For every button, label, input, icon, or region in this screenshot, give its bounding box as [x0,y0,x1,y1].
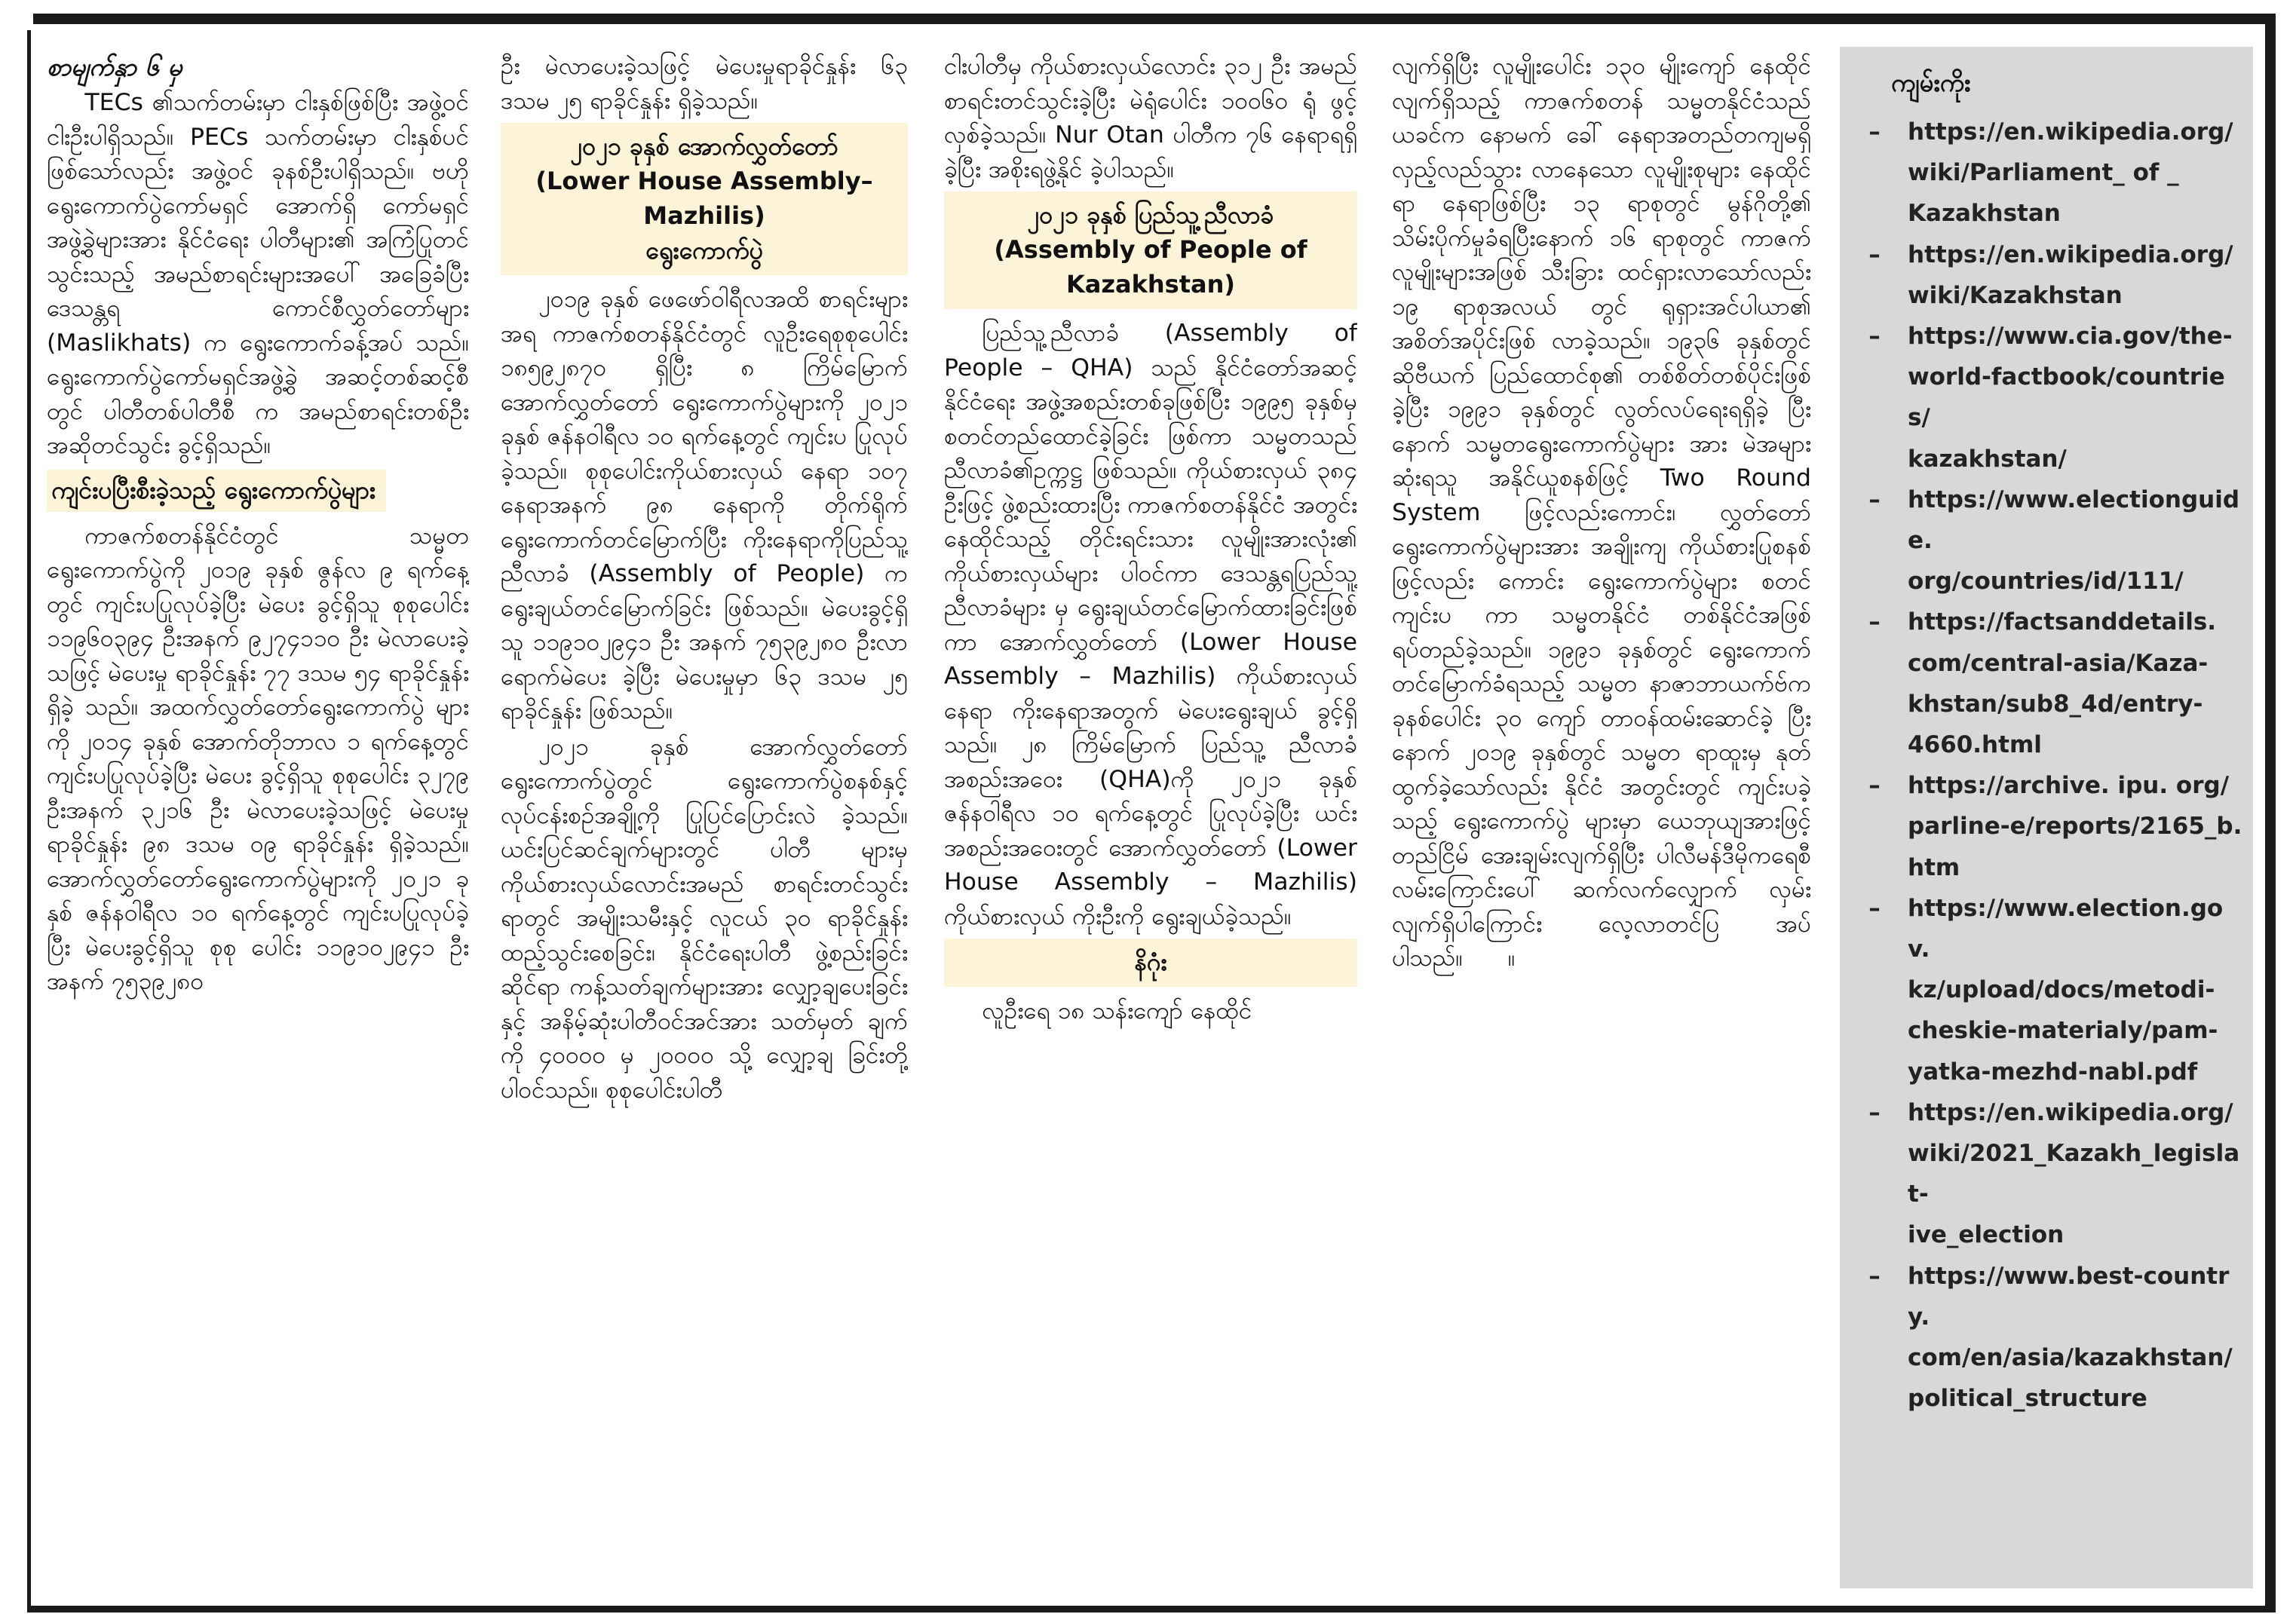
reference-url-line: parline-e/reports/2165_b. [1908,813,2242,841]
paragraph [1392,50,1811,976]
section-heading-assembly-of-people [944,191,1357,309]
heading-line: (Assembly of People of [994,235,1307,264]
bullet-dash: – [1868,1262,1881,1290]
page-frame-left [27,30,31,1606]
reference-url-line: world-factbook/countries/ [1908,363,2225,432]
end-mark: ။ [1507,945,1516,972]
article-column-4 [1392,50,1811,1588]
paragraph: ငါးပါတီမှ ကိုယ်စားလှယ်လောင်း ၃၁၂ ဦး အမည်စာရင်းတင်သွင်းခဲ့ပြီး မဲရုံပေါင်း ၁၀၀၆၀ ရုံ ဖွင့်လှစ်ခဲ့သည်။ Nur Otan ပါတီက ၇၆ နေရာရရှိခဲ့ပြီး အစိုးရဖွဲ့နိုင် ခဲ့ပါသည်။ [944,53,1357,183]
reference-url-line: wiki/Kazakhstan [1908,281,2123,309]
reference-url-line: https://www.electionguide. [1908,485,2240,555]
reference-url-line: kz/upload/docs/metodi- [1908,976,2215,1004]
section-heading-conclusion: နိဂုံး [944,939,1357,987]
paragraph-text: လျက်ရှိပြီး လူမျိုးပေါင်း ၁၃၀ မျိုးကျော် နေထိုင်လျက်ရှိသည့် ကာဇက်စတန် သမ္မတနိုင်ငံသည် ယခင်က နောမက် ခေါ် နေရာအတည်တကျမရှိ လှည့်လည်သွား လာနေသော လူမျိုးစုများ နေထိုင်ရာ နေရာဖြစ်ပြီး ၁၃ ရာစုတွင် မွန်ဂိုတို့၏ သိမ်းပိုက်မှုခံရပြီးနောက် ၁၆ ရာစုတွင် ကာဇက်လူမျိုးများအဖြစ် သီးခြား ထင်ရှားလာသော်လည်း ၁၉ ရာစုအလယ် တွင် ရုရှားအင်ပါယာ၏ အစိတ်အပိုင်းဖြစ် လာခဲ့သည်။ ၁၉၃၆ ခုနှစ်တွင် ဆိုဗီယက် ပြည်ထောင်စု၏ တစ်စိတ်တစ်ပိုင်းဖြစ် ခဲ့ပြီး ၁၉၉၁ ခုနှစ်တွင် လွတ်လပ်ရေးရရှိခဲ့ ပြီးနောက် သမ္မတရွေးကောက်ပွဲများ အား မဲအများဆုံးရသူ အနိုင်ယူစနစ်ဖြင့် Two Round System ဖြင့်လည်းကောင်း၊ လွှတ်တော် ရွေးကောက်ပွဲများအား အချိုးကျ ကိုယ်စားပြုစနစ်ဖြင့်လည်း ကောင်း ရွေးကောက်ပွဲများ စတင်ကျင်းပ ကာ သမ္မတနိုင်ငံ တစ်နိုင်ငံအဖြစ် ရပ်တည်ခဲ့သည်။ ၁၉၉၁ ခုနှစ်တွင် ရွေးကောက်တင်မြောက်ခံရသည့် သမ္မတ နာဇာဘာယက်ဗ်က ခုနစ်ပေါင်း ၃၀ ကျော် တာဝန်ထမ်းဆောင်ခဲ့ ပြီးနောက် ၂၀၁၉ ခုနှစ်တွင် သမ္မတ ရာထူးမှ နုတ်ထွက်ခဲ့သော်လည်း နိုင်ငံ အတွင်းတွင် ကျင်းပခဲ့သည့် ရွေးကောက်ပွဲ များမှာ ယေဘုယျအားဖြင့် တည်ငြိမ် အေးချမ်းလျက်ရှိပြီး ပါလီမန်ဒီမိုကရေစီ လမ်းကြောင်းပေါ် ဆက်လက်လျှောက် လှမ်းလျက်ရှိပါကြောင်း လေ့လာတင်ပြ အပ်ပါသည်။ [1392,53,1811,972]
reference-url-line: com/central-asia/Kaza- [1908,649,2209,677]
reference-url-line: wiki/2021_Kazakh_legislat- [1908,1140,2240,1208]
reference-url-line: https://en.wikipedia.org/ [1908,118,2233,145]
heading-line: (Lower House Assembly– Mazhilis) [535,167,873,230]
article-column-1 [47,50,469,1588]
paragraph: ဦး မဲလာပေးခဲ့သဖြင့် မဲပေးမှုရာခိုင်နှုန်း ၆၃ ဒသမ ၂၅ ရာခိုင်နှုန်း ရှိခဲ့သည်။ [501,53,908,115]
page-frame-right [2265,14,2276,1612]
reference-url-line: cheskie-materialy/pam- [1908,1017,2218,1045]
heading-line: ၂၀၂၁ ခုနှစ် အောက်လွှတ်တော် [570,132,838,161]
bullet-dash: – [1868,772,1881,800]
reference-url-line: htm [1908,853,1960,881]
reference-item[interactable] [1865,1092,2242,1256]
section-heading-past-elections: ကျင်းပပြီးစီးခဲ့သည့် ရွေးကောက်ပွဲများ [47,470,386,512]
reference-url-line: 4660.html [1908,731,2042,759]
reference-url-line: https://www.election.gov. [1908,894,2224,963]
bullet-dash: – [1868,485,1881,513]
references-list [1865,112,2242,1420]
bullet-dash: – [1868,608,1881,636]
heading-line: ၂၀၂၁ ခုနှစ် ပြည်သူ့ညီလာခံ [1027,201,1274,229]
heading-line: Kazakhstan) [1065,270,1235,299]
paragraph: ပြည်သူ့ညီလာခံ (Assembly of People – QHA) သည် နိုင်ငံတော်အဆင့် နိုင်ငံရေး အဖွဲ့အစည်းတစ်ခုဖြစ်ပြီး ၁၉၉၅ ခုနှစ်မှစတင်တည်ထောင်ခဲ့ခြင်း ဖြစ်ကာ သမ္မတသည် ညီလာခံ၏ဥက္ကဋ္ဌ ဖြစ်သည်။ ကိုယ်စားလှယ် ၃၈၄ ဦးဖြင့် ဖွဲ့စည်းထားပြီး ကာဇက်စတန်နိုင်ငံ အတွင်း နေထိုင်သည့် တိုင်းရင်းသား လူမျိုးအားလုံး၏ ကိုယ်စားလှယ်များ ပါဝင်ကာ ဒေသန္တရပြည်သူ့ညီလာခံများ မှ ရွေးချယ်တင်မြောက်ထားခြင်းဖြစ်ကာ အောက်လွှတ်တော် (Lower House Assembly – Mazhilis) ကိုယ်စားလှယ် နေရာ ကိုးနေရာအတွက် မဲပေးရွေးချယ် ခွင့်ရှိသည်။ ၂၈ ကြိမ်မြောက် ပြည်သူ့ ညီလာခံ အစည်းအဝေး (QHA)ကို ၂၀၂၁ ခုနှစ် ဇန်နဝါရီလ ၁၀ ရက်နေ့တွင် ပြုလုပ်ခဲ့ပြီး ယင်းအစည်းအဝေးတွင် အောက်လွှတ်တော် (Lower House Assembly – Mazhilis) ကိုယ်စားလှယ် ကိုးဦးကို ရွေးချယ်ခဲ့သည်။ [944,320,1357,930]
reference-item[interactable] [1865,765,2242,888]
references-title: ကျမ်းကိုး [1891,68,1971,97]
reference-url-line: yatka-mezhd-nabl.pdf [1908,1058,2198,1086]
continued-from-label: စာမျက်နှာ ၆ မှ [47,52,182,81]
reference-url-line: https://en.wikipedia.org/ [1908,1098,2233,1126]
reference-item[interactable] [1865,1256,2242,1420]
reference-url-line: https://www.cia.gov/the- [1908,323,2233,351]
paragraph: ကာဇက်စတန်နိုင်ငံတွင် သမ္မတ ရွေးကောက်ပွဲကို ၂၀၁၉ ခုနှစ် ဇွန်လ ၉ ရက်နေ့တွင် ကျင်းပပြုလုပ်ခဲ့ပြီး မဲပေး ခွင့်ရှိသူ စုစုပေါင်း ၁၁၉၆၀၃၉၄ ဦးအနက် ၉၂၇၄၁၁၀ ဦး မဲလာပေးခဲ့သဖြင့် မဲပေးမှု ရာခိုင်နှုန်း ၇၇ ဒသမ ၅၄ ရာခိုင်နှုန်း ရှိခဲ့ သည်။ အထက်လွှတ်တော်ရွေးကောက်ပွဲ များကို ၂၀၁၄ ခုနှစ် အောက်တိုဘာလ ၁ ရက်နေ့တွင် ကျင်းပပြုလုပ်ခဲ့ပြီး မဲပေး ခွင့်ရှိသူ စုစုပေါင်း ၃၂၇၉ ဦးအနက် ၃၂၁၆ ဦး မဲလာပေးခဲ့သဖြင့် မဲပေးမှုရာခိုင်နှုန်း ၉၈ ဒသမ ၀၉ ရာခိုင်နှုန်း ရှိခဲ့သည်။ အောက်လွှတ်တော်ရွေးကောက်ပွဲများကို ၂၀၂၁ ခုနှစ် ဇန်နဝါရီလ ၁၀ ရက်နေ့တွင် ကျင်းပပြုလုပ်ခဲ့ပြီး မဲပေးခွင့်ရှိသူ စုစု ပေါင်း ၁၁၉၁၀၂၉၄၁ ဦးအနက် ၇၅၃၉၂၈၀ [47,522,469,995]
reference-url-line: political_structure [1908,1385,2147,1413]
reference-item[interactable] [1865,234,2242,316]
bullet-dash: – [1868,240,1881,268]
reference-url-line: kazakhstan/ [1908,445,2067,473]
reference-url-line: khstan/sub8_4d/entry- [1908,690,2203,718]
article-column-2 [501,50,908,1588]
references-box [1840,47,2253,1588]
paragraph: ၂၀၂၁ ခုနှစ် အောက်လွှတ်တော် ရွေးကောက်ပွဲတွင် ရွေးကောက်ပွဲစနစ်နှင့် လုပ်ငန်းစဉ်အချို့ကို ပြုပြင်ပြောင်းလဲ ခဲ့သည်။ ယင်းပြင်ဆင်ချက်များတွင် ပါတီ များမှ ကိုယ်စားလှယ်လောင်းအမည် စာရင်းတင်သွင်းရာတွင် အမျိုးသမီးနှင့် လူငယ် ၃၀ ရာခိုင်နှုန်း ထည့်သွင်းစေခြင်း၊ နိုင်ငံရေးပါတီ ဖွဲ့စည်းခြင်းဆိုင်ရာ ကန့်သတ်ချက်များအား လျှော့ချပေးခြင်း နှင့် အနိမ့်ဆုံးပါတီဝင်အင်အား သတ်မှတ် ချက်ကို ၄၀၀၀၀ မှ ၂၀၀၀၀ သို့ လျှော့ချ ခြင်းတို့ ပါဝင်သည်။ စုစုပေါင်းပါတီ [501,733,908,1104]
reference-url-line: https://www.best-country. [1908,1262,2230,1331]
heading-line: ရွေးကောက်ပွဲ [645,236,763,265]
page-frame-top [33,14,2273,24]
reference-url-line: ive_election [1908,1221,2065,1249]
reference-item[interactable] [1865,888,2242,1092]
article-column-3 [944,50,1357,1588]
reference-item[interactable] [1865,602,2242,765]
bullet-dash: – [1868,894,1881,922]
reference-item[interactable] [1865,112,2242,234]
reference-item[interactable] [1865,316,2242,479]
paragraph: ၂၀၁၉ ခုနှစ် ဖေဖော်ဝါရီလအထိ စာရင်းများအရ ကာဇက်စတန်နိုင်ငံတွင် လူဦးရေစုစုပေါင်း ၁၈၅၉၂၈၇၀ ရှိပြီး ၈ ကြိမ်မြောက် အောက်လွှတ်တော် ရွေးကောက်ပွဲများကို ၂၀၂၁ ခုနှစ် ဇန်နဝါရီလ ၁၀ ရက်နေ့တွင် ကျင်းပ ပြုလုပ်ခဲ့သည်။ စုစုပေါင်းကိုယ်စားလှယ် နေရာ ၁၀၇ နေရာအနက် ၉၈ နေရာကို တိုက်ရိုက်ရွေးကောက်တင်မြောက်ပြီး ကိုးနေရာကိုပြည်သူ့ညီလာခံ (Assembly of People) က ရွေးချယ်တင်မြောက်ခြင်း ဖြစ်သည်။ မဲပေးခွင့်ရှိသူ ၁၁၉၁၀၂၉၄၁ ဦး အနက် ၇၅၃၉၂၈၀ ဦးလာရောက်မဲပေး ခဲ့ပြီး မဲပေးမှုမှာ ၆၃ ဒသမ ၂၅ ရာခိုင်နှုန်း ဖြစ်သည်။ [501,286,908,724]
page-frame-bottom [27,1606,2276,1612]
bullet-dash: – [1868,323,1881,351]
paragraph: လူဦးရေ ၁၈ သန်းကျော် နေထိုင် [982,997,1252,1024]
reference-url-line: https://factsanddetails. [1908,608,2217,636]
reference-item[interactable] [1865,479,2242,602]
reference-url-line: wiki/Parliament_ of _ [1908,159,2179,187]
reference-url-line: https://en.wikipedia.org/ [1908,240,2233,268]
reference-url-line: https://archive. ipu. org/ [1908,772,2230,800]
reference-url-line: com/en/asia/kazakhstan/ [1908,1344,2233,1372]
paragraph: TECs ၏သက်တမ်းမှာ ငါးနှစ်ဖြစ်ပြီး အဖွဲ့ဝင် ငါးဦးပါရှိသည်။ PECs သက်တမ်းမှာ ငါးနှစ်ပင် ဖြစ်သော်လည်း အဖွဲ့ဝင် ခုနစ်ဦးပါရှိသည်။ ဗဟို ရွေးကောက်ပွဲကော်မရှင် အောက်ရှိ ကော်မရှင် အဖွဲ့ခွဲများအား နိုင်ငံရေး ပါတီများ၏ အကြံပြုတင်သွင်းသည့် အမည်စာရင်းများအပေါ် အခြေခံပြီး ဒေသန္တရ ကောင်စီလွှတ်တော်များ (Maslikhats) က ရွေးကောက်ခန့်အပ် သည်။ ရွေးကောက်ပွဲကော်မရှင်အဖွဲ့ခွဲ အဆင့်တစ်ဆင့်စီတွင် ပါတီတစ်ပါတီစီ က အမည်စာရင်းတစ်ဦး အဆိုတင်သွင်း ခွင့်ရှိသည်။ [47,89,469,459]
bullet-dash: – [1868,118,1881,145]
reference-url-line: Kazakhstan [1908,200,2061,228]
reference-url-line: org/countries/id/111/ [1908,568,2184,596]
section-heading-lower-house [501,123,908,275]
bullet-dash: – [1868,1098,1881,1126]
